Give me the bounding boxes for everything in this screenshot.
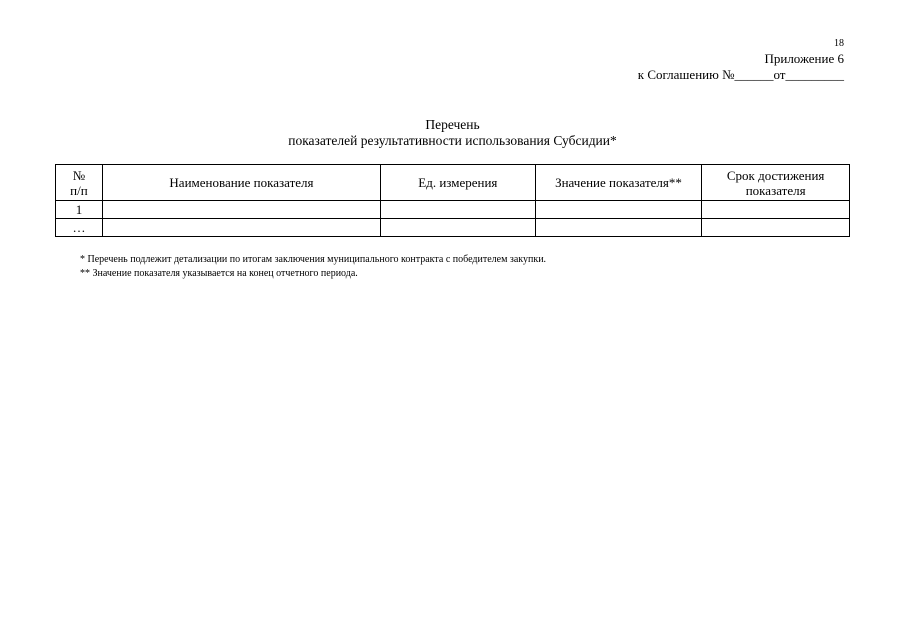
table-header-row [56, 165, 850, 201]
column-header-value: Значение показателя** [535, 165, 702, 201]
table-row [56, 201, 850, 219]
indicators-table [55, 164, 850, 237]
column-header-indicator-name: Наименование показателя [102, 165, 380, 201]
table-row [56, 219, 850, 237]
table-cell [381, 201, 536, 219]
title-line-2: показателей результативности использования Субсидии* [288, 133, 617, 148]
table-cell [702, 201, 850, 219]
table-cell [535, 201, 702, 219]
page-number: 18 [834, 38, 844, 49]
table-cell [102, 219, 380, 237]
table-cell [702, 219, 850, 237]
table-cell: … [56, 219, 103, 237]
table-cell [102, 201, 380, 219]
agreement-reference: к Соглашению №______от_________ [637, 67, 844, 82]
footnote-1: * Перечень подлежит детализации по итогам заключения муниципального контракта с победителем закупки. [80, 254, 547, 265]
table-cell [535, 219, 702, 237]
footnotes [80, 253, 546, 281]
title-line-1: Перечень [425, 117, 480, 132]
document-title [0, 117, 905, 149]
column-header-unit: Ед. измерения [381, 165, 536, 201]
footnote-2: ** Значение показателя указывается на конец отчетного периода. [80, 268, 358, 279]
column-header-number: № п/п [56, 165, 103, 201]
table-cell [381, 219, 536, 237]
table-cell: 1 [56, 201, 103, 219]
column-header-deadline: Срок достижения показателя [702, 165, 850, 201]
appendix-label: Приложение 6 [764, 51, 844, 66]
